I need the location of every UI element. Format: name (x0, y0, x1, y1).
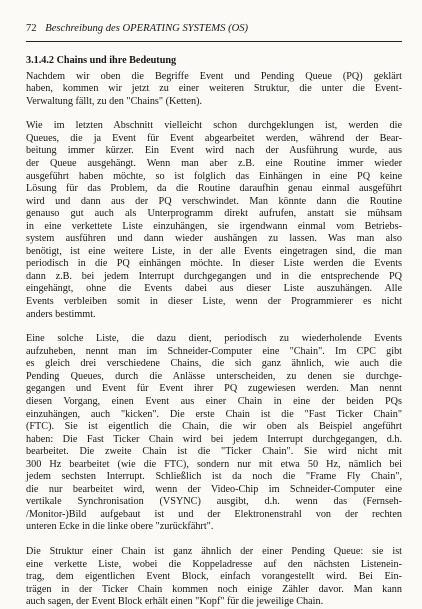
text-line: trag, dem eigentlichen Event Block, einfach vorangestellt wird. Bei Ein- (26, 571, 402, 583)
text-line: in eine verkettete Liste einzuhängen, sie irgendwann einmal vom Betriebs- (26, 220, 402, 232)
text-line: auch sagen, der Event Block erhält einen "Kopf" für die jeweilige Chain. (26, 596, 324, 608)
text-line: 300 Hz bearbeitet (wie die FTC), sondern nur mit etwa 50 Hz, nämlich bei (26, 458, 402, 470)
text-line: (FTC). Sie ist eigentlich die Chain, die wir oben als Beispiel angeführt (26, 421, 402, 433)
text-line: diesen Vorgang, einen Event aus einer Chain in eine der beiden PQs (26, 396, 402, 407)
section-heading: 3.1.4.2 Chains und ihre Bedeutung (26, 55, 177, 66)
text-line: system ausführen und dann wieder aushängen zu lassen. Was man also (26, 233, 402, 245)
text-line: benötigt, ist eine weitere Liste, in der alle Events eingetragen sind, die man (26, 245, 402, 257)
text-line: der Queue ausgehängt. Wenn man aber z.B. eine Routine immer wieder (26, 157, 402, 169)
text-line: wird und dann aus der PQ verschwindet. Man könnte dann die Routine (26, 195, 402, 207)
text-line: /Monitor-)Bild aufgebaut ist und der Elektronenstrahl von der rechten (26, 508, 402, 520)
running-title: Beschreibung des OPERATING SYSTEMS (OS) (45, 23, 249, 34)
paragraph (26, 333, 402, 534)
paragraph (26, 120, 402, 321)
text-line: anders bestimmt. (26, 308, 96, 320)
text-line: Events verbleiben somit in dieser Liste, wenn der Programmierer es nicht (26, 295, 402, 307)
text-line: Lösung für das Problem, da die Routine daraufhin genau einmal ausgeführt (26, 183, 402, 195)
text-line: einzuhängen, auch "kicken". Die erste Chain ist die "Fast Ticker Chain" (26, 408, 402, 420)
text-line: Queues, die ja Event für Event abgearbeitet werden, während der Bear- (26, 132, 402, 144)
text-line: die nur bearbeitet wird, wenn der Video-Chip im Schneider-Computer eine (26, 483, 402, 495)
text-line: gegangen und Event für Event ihrer PQ zugewiesen werden. Man nennt (26, 383, 402, 395)
text-line: periodisch in die PQ einhängen möchte. In dieser Liste werden die Events (26, 258, 402, 270)
text-line: eingehängt, ohne die Events dabei aus dieser Liste auszuhängen. Alle (26, 283, 402, 295)
text-line: Eine solche Liste, die dazu dient, periodisch zu wiederholende Events (26, 333, 402, 345)
text-line: trägen in der Ticker Chain kommen noch einige Zähler davor. Man kann (26, 583, 402, 595)
text-line: Verwaltung fällt, zu den "Chains" (Ketten). (26, 95, 203, 107)
text-line: eine verkette Liste, wobei die Koppeladresse auf den nächsten Listenein- (26, 558, 402, 570)
text-line: beitung immer kürzer. Ein Event wird nach der Ausführung wurde, aus (26, 145, 402, 157)
body-text (26, 71, 402, 609)
text-line: dann z.B. bei jedem Interrupt durchgegangen und in die entsprechende PQ (26, 270, 402, 282)
running-header (26, 22, 402, 42)
text-line: es gleich drei verschiedene Chains, die sich ganz ähnlich, wie auch die (26, 358, 402, 370)
text-line: Pending Queues, durch die Anlässe unterscheiden, zu denen sie durchge- (26, 370, 402, 382)
paragraph (26, 546, 402, 609)
text-line: haben, kommen wir jetzt zu einer weiteren Struktur, die unter die Event- (26, 83, 402, 95)
text-line: Wie im letzten Abschnitt vielleicht schon durchgeklungen ist, werden die (26, 120, 402, 132)
text-line: haben: Die Fast Ticker Chain wird bei jedem Interrupt durchgegangen, d.h. (26, 433, 402, 445)
text-line: Nachdem wir oben die Begriffe Event und Pending Queue (PQ) geklärt (26, 70, 402, 82)
text-line: bearbeitet. Die zweite Chain ist die "Ticker Chain". Sie wird nicht mit (26, 446, 402, 458)
text-line: unteren Ecke in die linke obere "zurückfährt". (26, 521, 214, 533)
text-line: vertikale Synchronisation (VSYNC) ausgibt, d.h. wenn das (Fernseh- (26, 496, 402, 508)
paragraph (26, 71, 402, 109)
text-line: Die Struktur einer Chain ist ganz ähnlich der einer Pending Queue: sie ist (26, 546, 402, 558)
text-line: jedem sechsten Interrupt. Schließlich ist da noch die "Frame Fly Chain", (26, 471, 402, 483)
page-number: 72 (26, 23, 37, 34)
text-line: ausgeführt haben möchte, so ist folglich das Einhängen in eine PQ keine (26, 170, 402, 182)
text-line: genauso gut auch als Unterprogramm direkt aufrufen, anstatt sie mühsam (26, 208, 402, 220)
text-line: aufzuheben, nennt man im Schneider-Computer eine "Chain". Im CPC gibt (26, 345, 402, 357)
